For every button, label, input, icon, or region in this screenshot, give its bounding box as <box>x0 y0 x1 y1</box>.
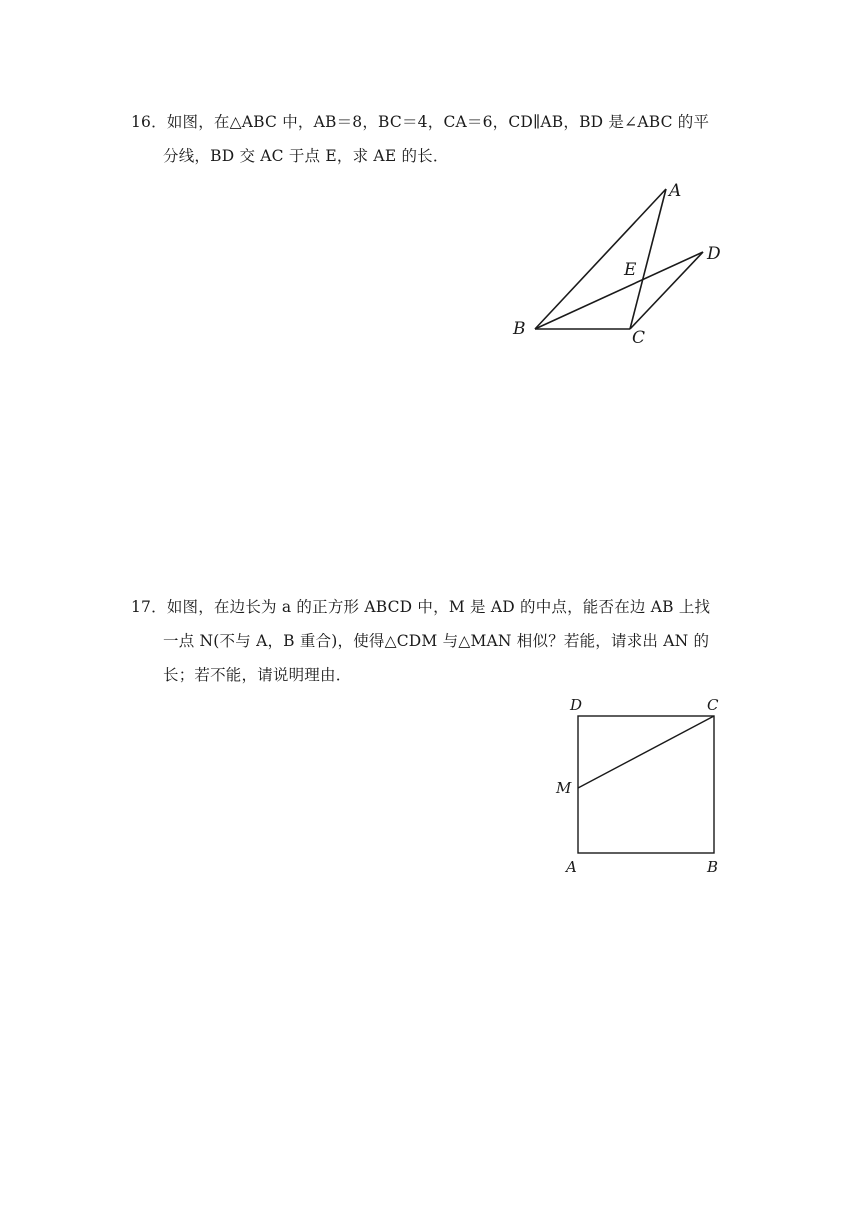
label-a-square: A <box>566 858 577 876</box>
segment-cd <box>630 252 703 329</box>
label-c: C <box>632 328 646 348</box>
segment-bd <box>535 252 703 329</box>
problem-17-line-3: 长；若不能，请说明理由． <box>163 666 352 684</box>
problem-17-line-2: 一点 N(不与 A，B 重合)，使得△CDM 与△MAN 相似？若能，请求出 AN 的 <box>163 632 710 650</box>
problem-16-line-1: 16．如图，在△ABC 中，AB＝8，BC＝4，CA＝6，CD∥AB，BD 是∠ABC 的平 <box>131 113 710 131</box>
segment-ca <box>630 189 666 329</box>
label-b-square: B <box>707 858 719 876</box>
label-e: E <box>624 260 637 280</box>
label-c-square: C <box>707 696 719 714</box>
problem-17-line-1: 17．如图，在边长为 a 的正方形 ABCD 中，M 是 AD 的中点，能否在边 AB 上找 <box>131 598 711 616</box>
label-a: A <box>669 181 682 201</box>
label-m-square: M <box>556 779 572 797</box>
label-d-square: D <box>570 696 583 714</box>
square-abcd <box>578 716 714 853</box>
segment-mc <box>578 716 714 788</box>
problem-16-line-2: 分线，BD 交 AC 于点 E，求 AE 的长． <box>163 147 449 165</box>
segment-ab <box>535 189 666 329</box>
label-b: B <box>513 319 526 339</box>
label-d: D <box>707 244 721 264</box>
